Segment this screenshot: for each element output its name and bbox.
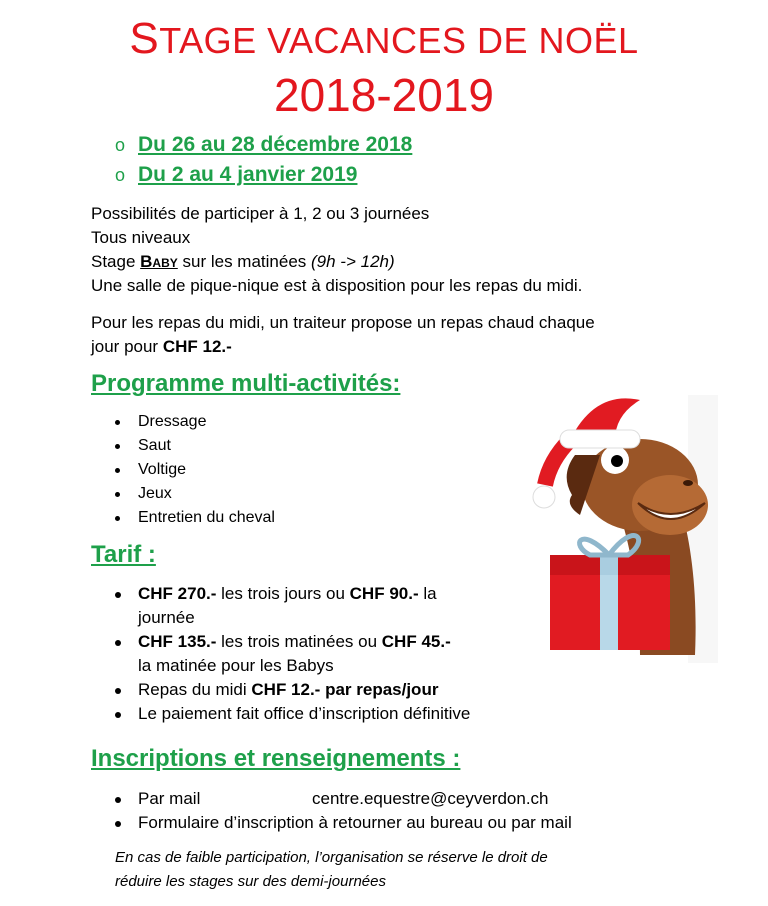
list-item: Saut — [112, 434, 275, 458]
programme-list — [112, 410, 275, 530]
title-rest: TAGE VACANCES DE NOËL — [159, 20, 639, 61]
traiteur-line: Pour les repas du midi, un traiteur propose un repas chaud chaque — [91, 313, 595, 332]
intro-line: Tous niveaux — [91, 228, 191, 247]
list-item: Jeux — [112, 482, 275, 506]
list-item: CHF 270.- les trois jours ou CHF 90.- la journée — [112, 582, 470, 630]
footnote: En cas de faible participation, l’organisation se réserve le droit de réduire les stages sur des demi-journées — [115, 849, 548, 890]
date-item: o Du 26 au 28 décembre 2018 — [115, 133, 413, 156]
hours-label: (9h -> 12h) — [311, 252, 395, 271]
intro-line: Stage Baby sur les matinées (9h -> 12h) — [91, 252, 395, 271]
list-item: Voltige — [112, 458, 275, 482]
horse-santa-illustration — [520, 385, 720, 670]
meal-price: CHF 12.- — [162, 337, 232, 356]
page-title — [0, 14, 768, 64]
title-first-letter: S — [129, 14, 160, 63]
hollow-bullet-icon: o — [115, 165, 126, 185]
traiteur-paragraph — [91, 311, 595, 359]
tarif-list — [112, 582, 470, 726]
list-item: CHF 135.- les trois matinées ou CHF 45.- la matinée pour les Babys — [112, 630, 470, 678]
programme-heading: Programme multi-activités: — [91, 370, 401, 397]
mail-label: Par mail — [138, 789, 201, 808]
list-item — [112, 787, 572, 811]
list-item: Entretien du cheval — [112, 506, 275, 530]
date-item: o Du 2 au 4 janvier 2019 — [115, 163, 358, 186]
inscriptions-list — [112, 787, 572, 835]
cartoon-horse-santa-hat-gift-icon — [520, 385, 720, 665]
page-title-years: 2018-2019 — [274, 69, 494, 121]
tarif-heading: Tarif : — [91, 541, 156, 568]
list-item: Repas du midi CHF 12.- par repas/jour — [112, 678, 470, 702]
list-item: Formulaire d’inscription à retourner au bureau ou par mail — [112, 811, 572, 835]
traiteur-line: jour pour CHF 12.- — [91, 337, 232, 356]
mail-address-link[interactable]: centre.equestre@ceyverdon.ch — [312, 789, 549, 808]
intro-paragraph — [91, 202, 582, 298]
list-item: Le paiement fait office d’inscription définitive — [112, 702, 470, 726]
intro-line: Possibilités de participer à 1, 2 ou 3 journées — [91, 204, 430, 223]
list-item: Dressage — [112, 410, 275, 434]
hollow-bullet-icon: o — [115, 135, 126, 155]
intro-line: Une salle de pique-nique est à disposition pour les repas du midi. — [91, 276, 583, 295]
baby-label: Baby — [140, 252, 178, 271]
inscriptions-heading: Inscriptions et renseignements : — [91, 745, 461, 772]
